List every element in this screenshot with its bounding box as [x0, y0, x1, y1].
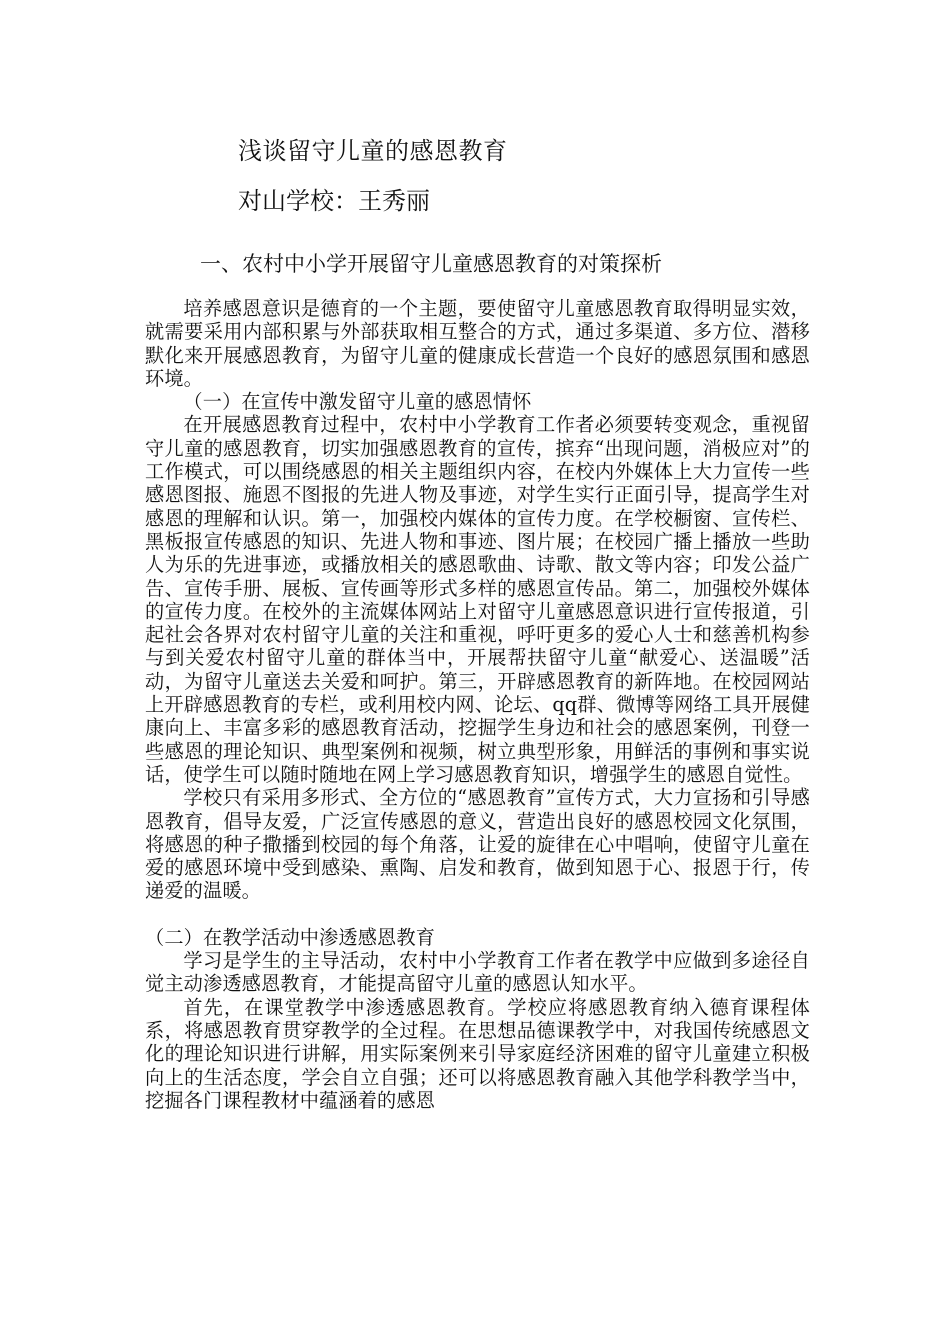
subsection-heading-1: （一）在宣传中激发留守儿童的感恩情怀	[183, 390, 532, 414]
subsection-2-paragraph-2: 首先，在课堂教学中渗透感恩教育。学校应将感恩教育纳入德育课程体系，将感恩教育贯穿教学的全过程。在思想品德课教学中，对我国传统感恩文化的理论知识进行讲解，用实际案例来引导家庭经济困难的留守儿童建立积极向上的生活态度，学会自立自强；还可以将感恩教育融入其他学科教学当中，挖掘各门课程教材中蕴涵着的感恩	[145, 995, 810, 1112]
subsection-1-paragraph-1: 在开展感恩教育过程中，农村中小学教育工作者必须要转变观念，重视留守儿童的感恩教育，切实加强感恩教育的宣传，摈弃“出现问题，消极应对”的工作模式，可以围绕感恩的相关主题组织内容，在校内外媒体上大力宣传一些感恩图报、施恩不图报的先进人物及事迹，对学生实行正面引导，提高学生对感恩的理解和认识。第一，加强校内媒体的宣传力度。在学校橱窗、宣传栏、黑板报宣传感恩的知识、先进人物和事迹、图片展；在校园广播上播放一些助人为乐的先进事迹，或播放相关的感恩歌曲、诗歌、散文等内容；印发公益广告、宣传手册、展板、宣传画等形式多样的感恩宣传品。第二，加强校外媒体的宣传力度。在校外的主流媒体网站上对留守儿童感恩意识进行宣传报道，引起社会各界对农村留守儿童的关注和重视，呼吁更多的爱心人士和慈善机构参与到关爱农村留守儿童的群体当中，开展帮扶留守儿童“献爱心、送温暖”活动，为留守儿童送去关爱和呵护。第三，开辟感恩教育的新阵地。在校园网站上开辟感恩教育的专栏，或利用校内网、论坛、qq群、微博等网络工具开展健康向上、丰富多彩的感恩教育活动，挖掘学生身边和社会的感恩案例，刊登一些感恩的理论知识、典型案例和视频，树立典型形象，用鲜活的事例和事实说话，使学生可以随时随地在网上学习感恩教育知识，增强学生的感恩自觉性。	[145, 413, 810, 786]
document-body	[145, 297, 810, 1112]
paragraph-spacer	[145, 903, 810, 926]
document-title: 浅谈留守儿童的感恩教育	[238, 137, 508, 165]
subsection-2-paragraph-1: 学习是学生的主导活动，农村中小学教育工作者在教学中应做到多途径自觉主动渗透感恩教育，才能提高留守儿童的感恩认知水平。	[145, 949, 810, 996]
section-heading: 一、农村中小学开展留守儿童感恩教育的对策探析	[200, 252, 662, 276]
author-line: 对山学校：王秀丽	[238, 187, 430, 215]
intro-paragraph: 培养感恩意识是德育的一个主题，要使留守儿童感恩教育取得明显实效，就需要采用内部积累与外部获取相互整合的方式，通过多渠道、多方位、潜移默化来开展感恩教育，为留守儿童的健康成长营造一个良好的感恩氛围和感恩环境。	[145, 297, 810, 390]
subsection-1-paragraph-2: 学校只有采用多形式、全方位的“感恩教育”宣传方式，大力宣扬和引导感恩教育，倡导友爱，广泛宣传感恩的意义，营造出良好的感恩校园文化氛围，将感恩的种子撒播到校园的每个角落，让爱的旋律在心中唱响，使留守儿童在爱的感恩环境中受到感染、熏陶、启发和教育，做到知恩于心、报恩于行，传递爱的温暖。	[145, 786, 810, 903]
subsection-heading-2: （二）在教学活动中渗透感恩教育	[145, 925, 436, 949]
